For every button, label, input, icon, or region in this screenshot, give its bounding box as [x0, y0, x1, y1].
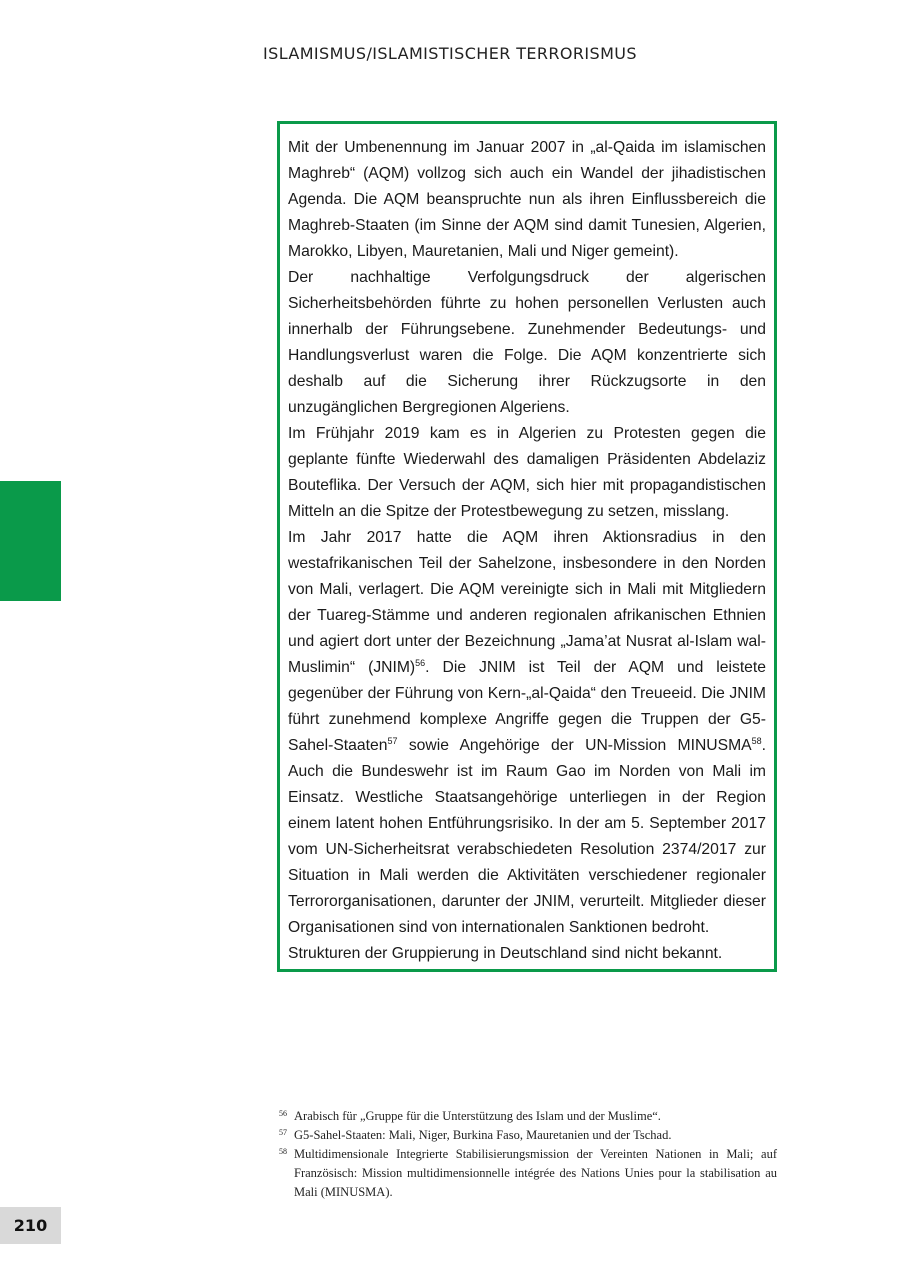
running-header: ISLAMISMUS/ISLAMISTISCHER TERRORISMUS: [263, 44, 637, 63]
chapter-color-tab: [0, 481, 61, 601]
footnote-57: [279, 1126, 777, 1145]
footnote-ref-56[interactable]: 56: [415, 657, 426, 668]
footnote-ref-58[interactable]: 58: [751, 735, 762, 746]
info-paragraph-1: Mit der Umbenennung im Januar 2007 in „al-Qaida im islamischen Maghreb“ (AQM) vollzog sich auch ein Wandel der jihadistischen Agenda. Die AQM beanspruchte nun als ihren Einflussbereich die Maghreb-Staaten (im Sinne der AQM sind damit Tunesien, Algerien, Marokko, Libyen, Mauretanien, Mali und Niger gemeint).: [288, 139, 766, 260]
info-paragraph-3: Im Frühjahr 2019 kam es in Algerien zu Protesten gegen die geplante fünfte Wiederwahl des damaligen Präsidenten Abdelaziz Bouteflika. Der Versuch der AQM, sich hier mit propagandistischen Mitteln an die Spitze der Protestbewegung zu setzen, misslang.: [288, 425, 766, 520]
footnote-58: [279, 1145, 777, 1202]
info-box: [277, 121, 777, 972]
footnote-number: 57: [279, 1128, 287, 1137]
paragraph-text: . Die JNIM ist Teil der AQM und leistete gegenüber der Führung von Kern-„al-Qaida“ den Treueeid. Die JNIM führt zunehmend komplexe Angriffe gegen die Truppen der G5-Sahel-Staaten: [288, 659, 766, 754]
footnote-number: 58: [279, 1147, 287, 1156]
footnote-text: G5-Sahel-Staaten: Mali, Niger, Burkina Faso, Mauretanien und der Tschad.: [294, 1128, 672, 1142]
info-paragraph-5: Strukturen der Gruppierung in Deutschland sind nicht bekannt.: [288, 945, 723, 962]
paragraph-text: sowie Angehörige der UN-Mission MINUSMA: [397, 737, 752, 754]
info-paragraph-4: [288, 525, 766, 941]
info-paragraph-2: Der nachhaltige Verfolgungsdruck der algerischen Sicherheitsbehörden führte zu hohen personellen Verlusten auch innerhalb der Führungsebene. Zunehmender Bedeutungs- und Handlungsverlust waren die Folge. Die AQM konzentrierte sich deshalb auf die Sicherung ihrer Rückzugsorte in den unzugänglichen Bergregionen Algeriens.: [288, 269, 766, 416]
footnote-text: Multidimensionale Integrierte Stabilisierungsmission der Vereinten Nationen in Mali; auf Französisch: Mission multidimensionnelle intégrée des Nations Unies pour la stabilisation au Mali (MINUSMA).: [294, 1147, 777, 1199]
footnote-56: [279, 1107, 777, 1126]
paragraph-text: Im Jahr 2017 hatte die AQM ihren Aktionsradius in den westafrikanischen Teil der Sahelzone, insbesondere in den Norden von Mali, verlagert. Die AQM vereinigte sich in Mali mit Mitgliedern der Tuareg-Stämme und anderen regionalen afrikanischen Ethnien und agiert dort unter der Bezeichnung „Jama’at Nusrat al-Islam wal-Muslimin“ (JNIM): [288, 529, 766, 676]
page-number: 210: [0, 1207, 61, 1244]
footnote-ref-57[interactable]: 57: [387, 735, 398, 746]
footnote-number: 56: [279, 1109, 287, 1118]
footnotes: [279, 1107, 777, 1202]
footnote-text: Arabisch für „Gruppe für die Unterstützung des Islam und der Muslime“.: [294, 1109, 661, 1123]
paragraph-text: . Auch die Bundeswehr ist im Raum Gao im Norden von Mali im Einsatz. Westliche Staatsangehörige unterliegen in der Region einem latent hohen Entführungsrisiko. In der am 5. September 2017 vom UN-Sicherheitsrat verabschiedeten Resolution 2374/2017 zur Situation in Mali werden die Aktivitäten verschiedener regionaler Terrororganisationen, darunter der JNIM, verurteilt. Mitglieder dieser Organisationen sind von internationalen Sanktionen bedroht.: [288, 737, 766, 936]
